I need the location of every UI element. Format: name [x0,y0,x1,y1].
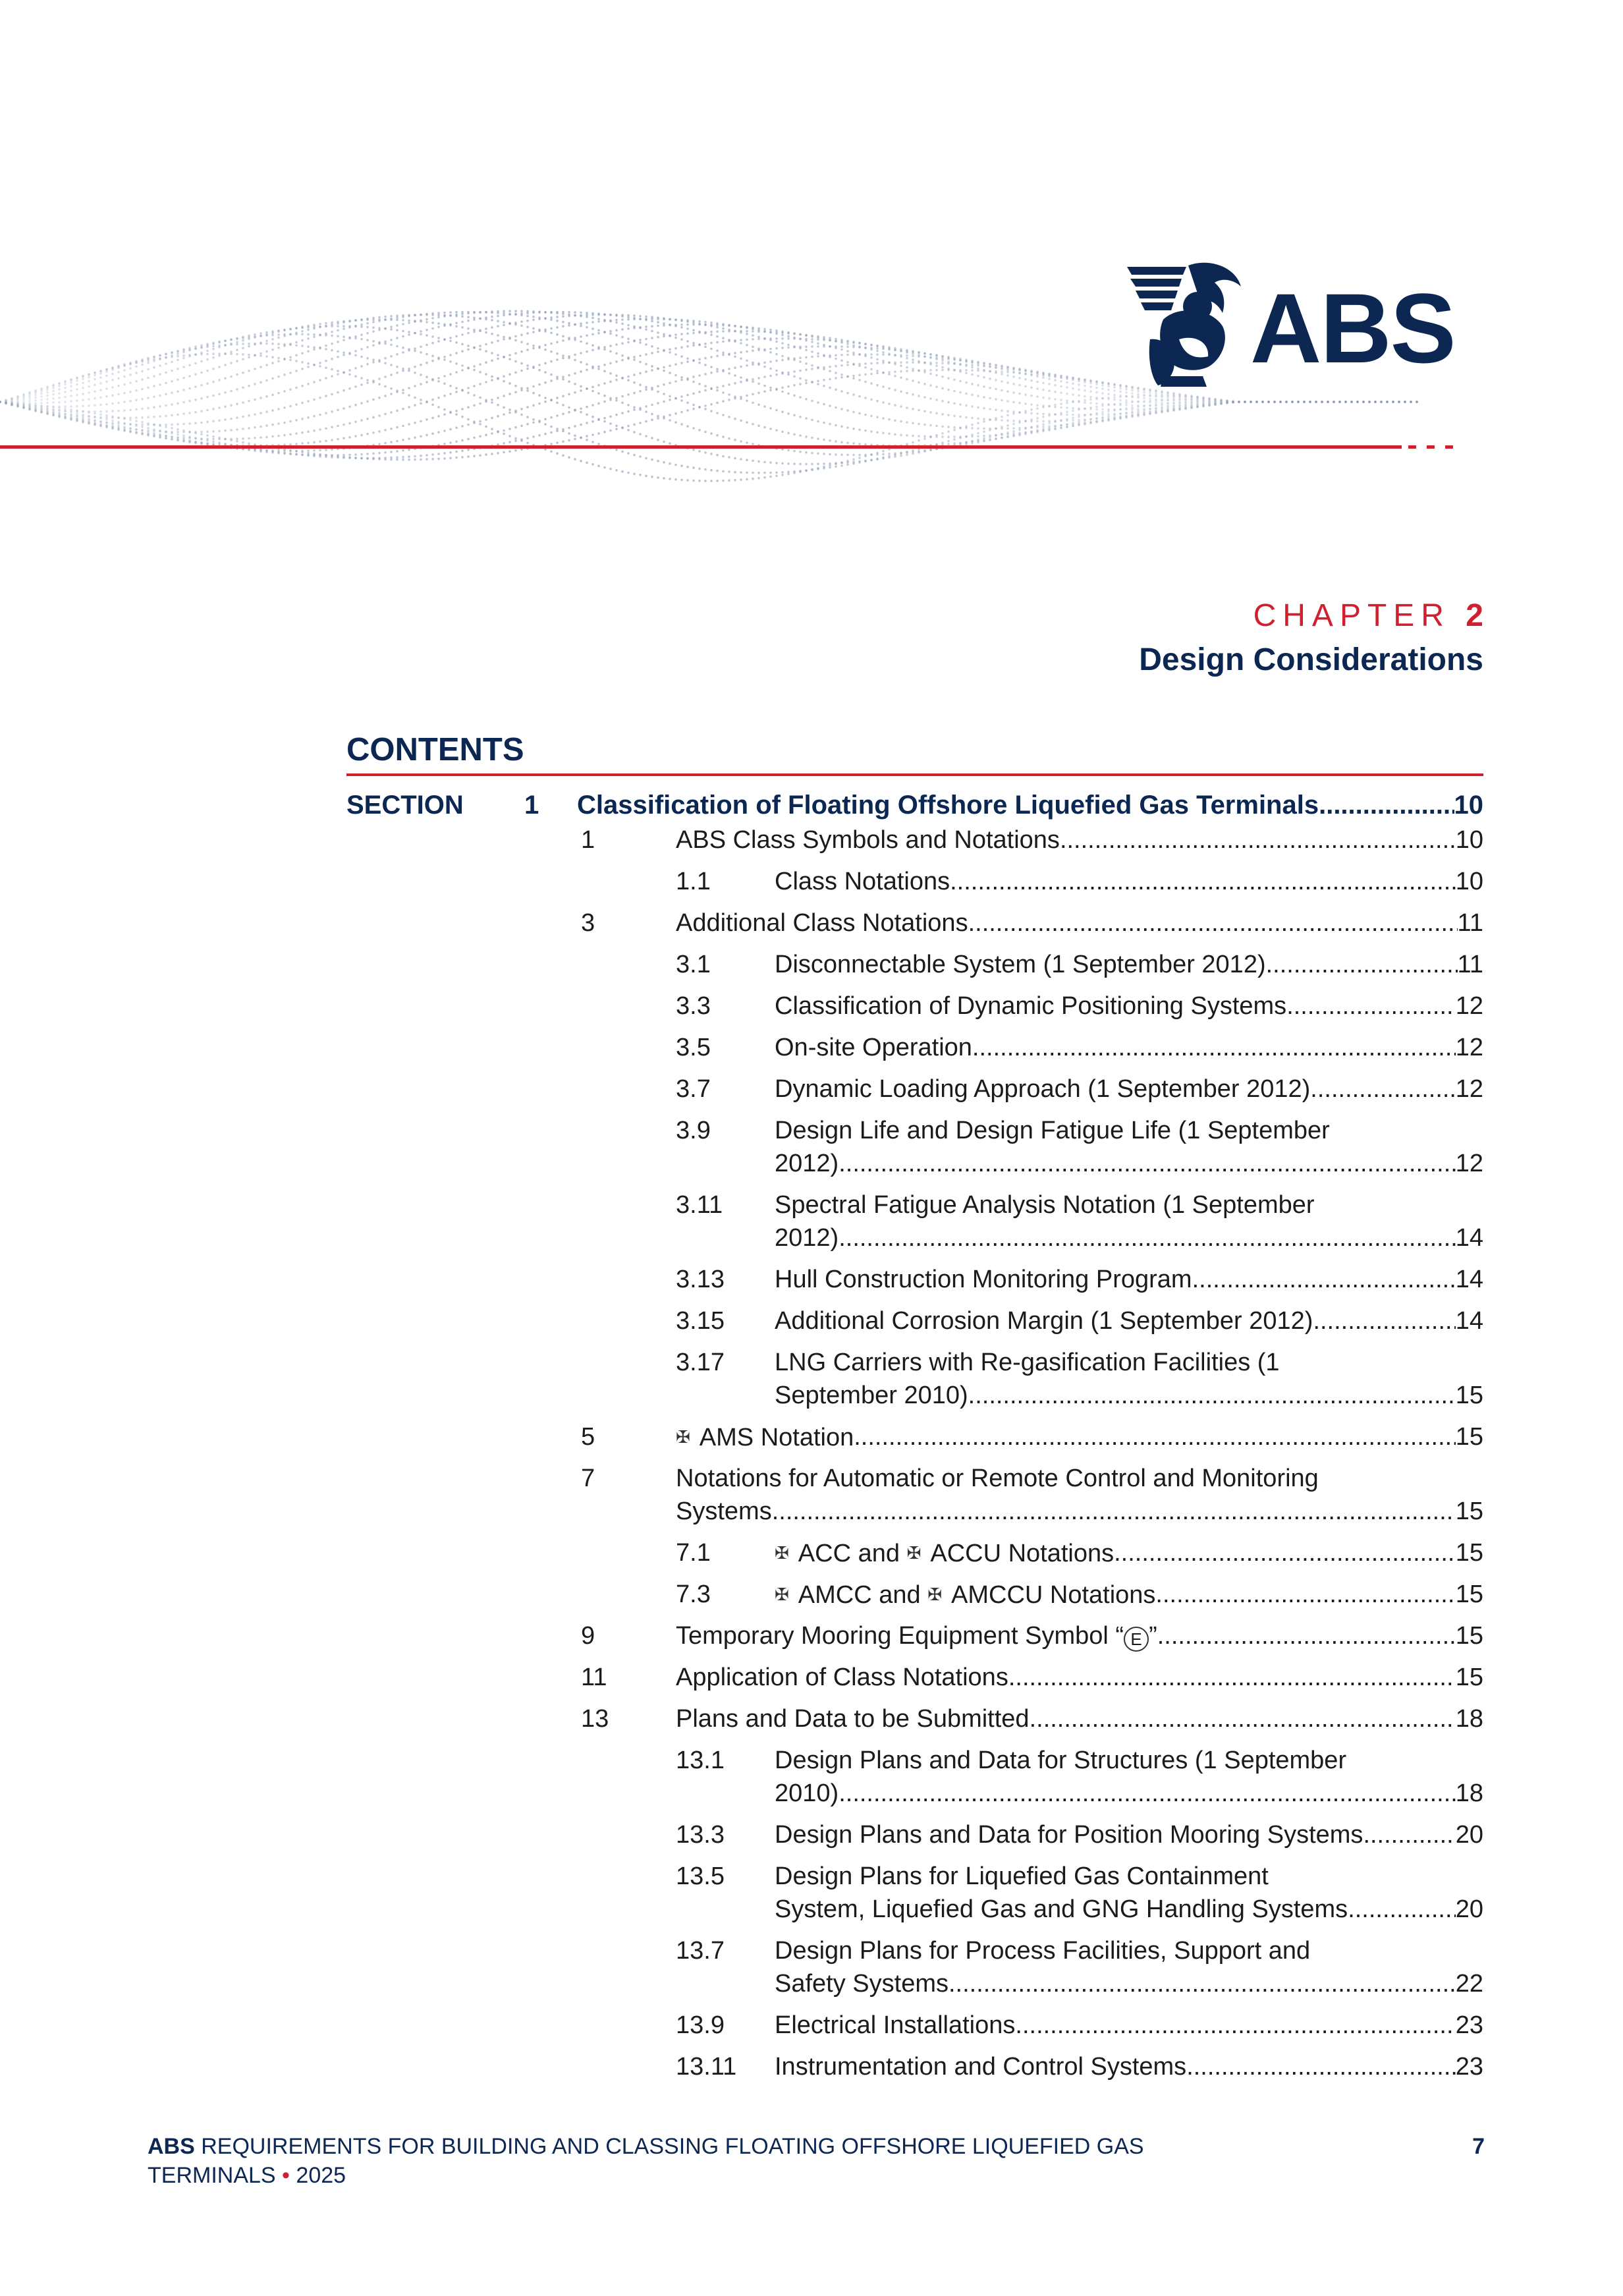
toc-entry-title: Electrical Installations [775,2011,1016,2039]
toc-entry-line [775,2009,1483,2042]
toc-entry-number: 13.7 [676,1937,725,1965]
toc-entry-number: 13 [581,1705,609,1733]
maltese-cross-icon: ✠ [775,1584,789,1604]
toc-entries [346,824,1483,2108]
toc-entry-text [346,1860,1483,1926]
header-red-dashes [1408,445,1474,451]
toc-entry-line [676,907,1483,939]
toc-entry-line [775,1893,1483,1926]
toc-entry-text [346,1702,1483,1735]
toc-entry-page: 12 [1455,1150,1483,1177]
contents-red-rule [346,773,1483,776]
footer-page-number: 7 [1472,2134,1485,2159]
toc-entry-title-part: ” [1149,1622,1157,1650]
chapter-number: 2 [1466,598,1483,633]
section-label: SECTION [346,791,464,820]
toc-entry-title [676,1420,854,1454]
toc-entry-number: 13.9 [676,2011,725,2039]
toc-entry-number: 3.1 [676,951,711,978]
leader-dots [968,907,1458,939]
leader-dots [1155,1578,1455,1611]
leader-dots [1192,1263,1456,1296]
footer-title [148,2132,1485,2161]
toc-entry-title-part: AMCCU Notations [951,1581,1156,1609]
toc-entry-line [775,1031,1483,1064]
toc-entry-title: Design Plans and Data for Structures (1 September [775,1747,1347,1774]
toc-entry-number: 3.17 [676,1349,725,1376]
toc-entry-line [775,1777,1483,1810]
toc-entry-title [775,1578,1155,1611]
toc-entry-number: 7.3 [676,1581,711,1608]
contents-title: CONTENTS [346,732,524,768]
leader-dots [1015,2009,1455,2042]
maltese-cross-icon: ✠ [676,1427,690,1447]
toc-entry[interactable] [346,1189,1483,1254]
toc-entry-text [346,1304,1483,1337]
maltese-cross-icon: ✠ [927,1584,942,1604]
toc-entry[interactable] [346,1536,1483,1570]
toc-entry-text [346,1661,1483,1694]
toc-entry-title: Application of Class Notations [676,1664,1008,1691]
toc-entry-title: Notations for Automatic or Remote Control and Monitoring [676,1465,1319,1492]
toc-entry[interactable] [346,2009,1483,2042]
toc-entry-number: 7.1 [676,1539,711,1567]
toc-entry-line [775,1073,1483,1106]
toc-entry-number: 3.9 [676,1117,711,1144]
toc-entry-number: 13.5 [676,1862,725,1890]
toc-entry-title-part: ACCU Notations [930,1540,1114,1567]
section-row[interactable] [346,781,1483,824]
toc-entry-page: 15 [1455,1622,1483,1650]
toc-entry[interactable] [346,1818,1483,1851]
toc-entry-text [346,1189,1483,1254]
leader-dots [1266,948,1458,981]
toc-entry-line [775,1221,1483,1254]
toc-entry-page: 12 [1455,992,1483,1020]
eagle-emblem-icon [1124,260,1249,392]
section-title: Classification of Floating Offshore Liquefied Gas Terminals [577,791,1319,820]
toc-entry-title: 2012) [775,1224,839,1252]
toc-entry-text [346,1934,1483,2000]
footer-title-second-line [148,2161,1485,2190]
toc-entry-page: 14 [1455,1224,1483,1252]
leader-dots [1348,1893,1456,1926]
section-page: 10 [1454,791,1483,820]
footer-title-line1: REQUIREMENTS FOR BUILDING AND CLASSING FLOATING OFFSHORE LIQUEFIED GAS [201,2134,1144,2159]
toc-entry-title: Hull Construction Monitoring Program [775,1266,1192,1293]
toc-entry-page: 10 [1455,868,1483,895]
abs-logo [1124,260,1473,392]
toc-entry-title: ABS Class Symbols and Notations [676,826,1060,854]
toc-entry-text [346,1263,1483,1296]
toc-entry-title: Design Plans and Data for Position Mooring Systems [775,1821,1363,1849]
toc-entry-number: 3.13 [676,1266,725,1293]
toc-entry-title: 2012) [775,1150,839,1177]
toc-entry-title: Spectral Fatigue Analysis Notation (1 September [775,1191,1315,1219]
footer-brand: ABS [148,2134,195,2159]
leader-dots [772,1495,1456,1528]
toc-entry-number: 3 [581,909,595,937]
toc-entry-title: Disconnectable System (1 September 2012) [775,951,1266,978]
leader-dots [854,1420,1455,1454]
footer-title-line2: TERMINALS [148,2163,276,2188]
leader-dots [839,1777,1456,1810]
leader-dots [1319,791,1454,820]
toc-entry-title: System, Liquefied Gas and GNG Handling Systems [775,1895,1348,1923]
toc-entry[interactable] [346,1860,1483,1926]
toc-entry-title: Design Plans for Process Facilities, Support and [775,1937,1311,1965]
leader-dots [1186,2050,1456,2083]
toc-entry-text [346,824,1483,856]
toc-entry-text [346,1536,1483,1570]
toc-entry-text [346,2050,1483,2083]
leader-dots [949,1967,1456,2000]
toc-entry-number: 3.5 [676,1034,711,1061]
toc-entry-page: 23 [1455,2011,1483,2039]
toc-entry-title [775,1536,1114,1570]
toc-entry-page: 18 [1455,1705,1483,1733]
section-number: 1 [524,791,539,820]
leader-dots [839,1221,1456,1254]
toc-entry-line [775,865,1483,898]
toc-entry-title: Additional Class Notations [676,909,968,937]
table-of-contents [346,730,1483,2108]
toc-entry[interactable] [346,865,1483,898]
toc-entry[interactable] [346,1073,1483,1106]
leader-dots [1060,824,1456,856]
toc-entry-line [775,1818,1483,1851]
section-title-line[interactable] [577,791,1483,820]
toc-entry-text [346,1073,1483,1106]
toc-entry[interactable] [346,1934,1483,2000]
toc-entry-line [775,1578,1483,1611]
toc-entry-number: 1 [581,826,595,854]
toc-entry-title: Safety Systems [775,1970,949,1998]
footer-bullet: • [282,2163,290,2188]
toc-entry-line [775,1304,1483,1337]
toc-entry-line [775,1379,1483,1412]
toc-entry-title: LNG Carriers with Re-gasification Facilities (1 [775,1349,1280,1376]
toc-entry-page: 14 [1455,1307,1483,1335]
leader-dots [1310,1073,1455,1106]
toc-entry-text [346,948,1483,981]
toc-entry-page: 23 [1455,2053,1483,2081]
toc-entry-line [775,1189,1483,1221]
toc-entry-title: September 2010) [775,1382,968,1409]
leader-dots [839,1147,1456,1180]
leader-dots [1114,1536,1456,1570]
toc-entry-page: 22 [1455,1970,1483,1998]
toc-entry[interactable] [346,948,1483,981]
toc-entry-line [676,824,1483,856]
toc-entry-text [346,1578,1483,1611]
toc-entry-text [346,1420,1483,1454]
toc-entry[interactable] [346,1578,1483,1611]
toc-entry-number: 5 [581,1423,595,1451]
toc-entry-title: On-site Operation [775,1034,972,1061]
toc-entry-page: 14 [1455,1266,1483,1293]
toc-entry[interactable] [346,1114,1483,1180]
toc-entry-number: 13.1 [676,1747,725,1774]
toc-entry[interactable] [346,1420,1483,1454]
toc-entry-line [676,1702,1483,1735]
toc-entry-line [775,2050,1483,2083]
toc-entry[interactable] [346,1619,1483,1652]
toc-entry-number: 3.15 [676,1307,725,1335]
header-red-rule [0,445,1402,449]
abs-wordmark: ABS [1250,273,1455,383]
toc-entry[interactable] [346,1031,1483,1064]
toc-entry[interactable] [346,990,1483,1022]
toc-entry-line [775,948,1483,981]
toc-entry[interactable] [346,1661,1483,1694]
toc-entry-page: 15 [1455,1581,1483,1608]
toc-entry-page: 11 [1457,951,1483,978]
toc-entry-line [775,1967,1483,2000]
toc-entry-number: 9 [581,1622,595,1650]
toc-entry-text [346,1031,1483,1064]
toc-entry-line [775,1934,1483,1967]
toc-entry-number: 3.3 [676,992,711,1020]
leader-dots [1157,1619,1456,1652]
leader-dots [1286,990,1456,1022]
chapter-word: CHAPTER [1253,598,1450,633]
toc-entry[interactable] [346,2050,1483,2083]
maltese-cross-icon: ✠ [775,1543,789,1563]
toc-entry-title: Dynamic Loading Approach (1 September 2012) [775,1075,1311,1103]
toc-entry[interactable] [346,1462,1483,1528]
toc-entry-text [346,1346,1483,1412]
toc-entry-text [346,1114,1483,1180]
chapter-label [1139,596,1483,636]
leader-dots [968,1379,1456,1412]
toc-entry-text [346,1619,1483,1652]
toc-entry-line [775,1536,1483,1570]
leader-dots [972,1031,1456,1064]
toc-entry[interactable] [346,1346,1483,1412]
toc-entry-page: 20 [1455,1821,1483,1849]
toc-entry-number: 7 [581,1465,595,1492]
toc-entry-title-part: AMS Notation [699,1424,854,1451]
toc-entry-title: Systems [676,1498,772,1525]
toc-entry-page: 15 [1455,1664,1483,1691]
toc-entry-number: 13.11 [676,2053,737,2081]
toc-entry-title: Class Notations [775,868,950,895]
toc-entry-page: 12 [1455,1075,1483,1103]
toc-entry[interactable] [346,824,1483,856]
toc-entry-title: Design Life and Design Fatigue Life (1 September [775,1117,1330,1144]
toc-entry-number: 3.11 [676,1191,723,1219]
toc-entry-page: 18 [1455,1779,1483,1807]
toc-entry-line [775,1346,1483,1379]
leader-dots [1313,1304,1455,1337]
toc-entry-title-part: AMCC and [798,1581,921,1609]
toc-entry-line [676,1420,1483,1454]
toc-entry-line [676,1619,1483,1652]
toc-entry-line [676,1462,1483,1495]
toc-entry-page: 12 [1455,1034,1483,1061]
toc-entry-line [775,1147,1483,1180]
toc-entry-line [775,1263,1483,1296]
leader-dots [1363,1818,1455,1851]
page-footer [148,2132,1485,2190]
toc-entry-page: 10 [1455,826,1483,854]
toc-entry-page: 15 [1455,1423,1483,1451]
toc-entry-title: Design Plans for Liquefied Gas Containment [775,1862,1269,1890]
toc-entry-page: 15 [1455,1498,1483,1525]
maltese-cross-icon: ✠ [906,1543,922,1563]
toc-entry[interactable] [346,1744,1483,1810]
toc-entry[interactable] [346,1304,1483,1337]
toc-entry-title [676,1619,1157,1652]
toc-entry-line [775,1114,1483,1147]
chapter-title: Design Considerations [1139,642,1483,677]
toc-entry-line [676,1495,1483,1528]
toc-entry-title: Additional Corrosion Margin (1 September 2012) [775,1307,1313,1335]
toc-entry-number: 11 [581,1664,607,1691]
toc-entry-page: 15 [1455,1382,1483,1409]
toc-entry-title-part: ACC and [798,1540,900,1567]
leader-dots [950,865,1456,898]
leader-dots [1008,1661,1456,1694]
toc-entry-page: 11 [1457,909,1483,937]
toc-entry-text [346,1462,1483,1528]
toc-entry-page: 15 [1455,1539,1483,1567]
toc-entry-number: 13.3 [676,1821,725,1849]
circled-e-symbol-icon: E [1124,1627,1149,1652]
chapter-heading [1139,596,1483,683]
toc-entry-number: 1.1 [676,868,711,895]
toc-entry-title: Plans and Data to be Submitted [676,1705,1030,1733]
toc-entry-title-part: Temporary Mooring Equipment Symbol “ [676,1622,1124,1650]
toc-entry[interactable] [346,1263,1483,1296]
toc-entry-line [676,1661,1483,1694]
toc-entry-line [775,1744,1483,1777]
toc-entry[interactable] [346,907,1483,939]
toc-entry-text [346,865,1483,898]
toc-entry-page: 20 [1455,1895,1483,1923]
toc-entry-title: Instrumentation and Control Systems [775,2053,1187,2081]
toc-entry-text [346,907,1483,939]
footer-year: 2025 [296,2163,346,2188]
toc-entry-title: Classification of Dynamic Positioning Systems [775,992,1287,1020]
toc-entry-line [775,1860,1483,1893]
toc-entry-text [346,990,1483,1022]
toc-entry-number: 3.7 [676,1075,711,1103]
toc-entry-title: 2010) [775,1779,839,1807]
toc-entry-text [346,1818,1483,1851]
toc-entry[interactable] [346,1702,1483,1735]
leader-dots [1030,1702,1456,1735]
toc-entry-line [775,990,1483,1022]
toc-entry-text [346,2009,1483,2042]
toc-entry-text [346,1744,1483,1810]
